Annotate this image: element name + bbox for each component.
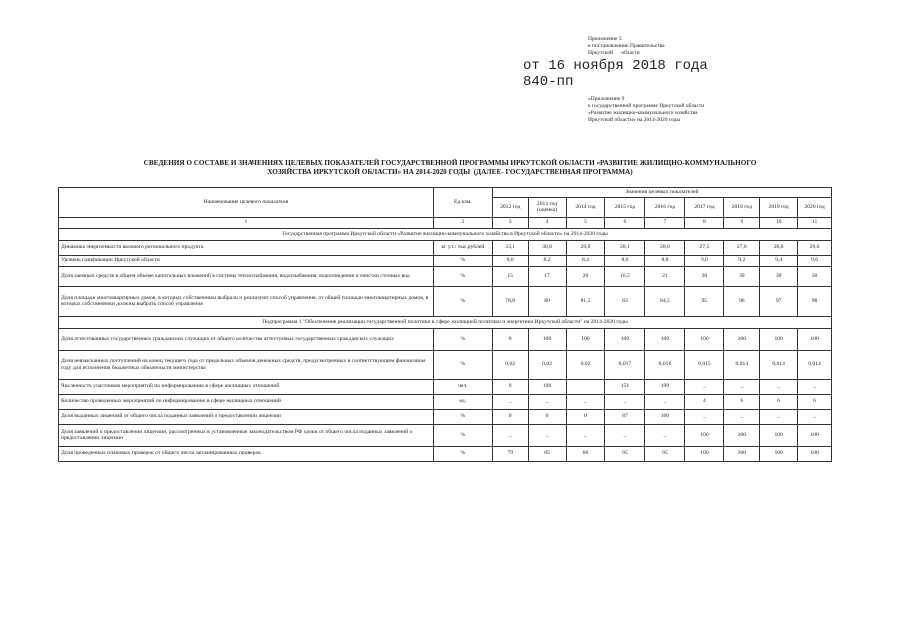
- column-index-cell: 3: [492, 217, 528, 228]
- indicator-value: _: [724, 409, 760, 424]
- section-row: [59, 228, 832, 240]
- indicator-value: 0: [528, 409, 566, 424]
- col-header-year: 2014 год: [566, 197, 605, 217]
- indicator-name: Доля заемных средств в общем объеме капитальных вложений в системы теплоснабжения, водоснабжения, водоотведения и очистки сточных вод: [59, 266, 434, 286]
- indicator-name: Количество проведенных мероприятий по информированию в сфере жилищных отношений: [59, 394, 434, 409]
- indicator-value: 6: [798, 394, 832, 409]
- attachment-line: к постановлению Правительства: [588, 43, 665, 49]
- indicator-value: 0,017: [605, 350, 645, 379]
- indicator-value: 17: [528, 266, 566, 286]
- indicator-value: _: [724, 379, 760, 394]
- indicator-value: 0: [492, 328, 528, 350]
- indicator-unit: ед.: [433, 394, 492, 409]
- indicator-value: _: [685, 409, 724, 424]
- indicator-value: _: [566, 424, 605, 446]
- indicator-value: 100: [685, 446, 724, 461]
- indicator-value: _: [492, 394, 528, 409]
- indicator-name: Доля аттестованных государственных гражданских служащих от общего количества аттестуемых государственных гражданских служащих: [59, 328, 434, 350]
- indicator-value: 190: [528, 379, 566, 394]
- indicator-value: 29,0: [566, 240, 605, 255]
- column-index-cell: 1: [59, 217, 434, 228]
- table-row: [59, 424, 832, 446]
- section-title: Подпрограмма 1 "Обеспечение реализации государственной политики в сфере жилищной политики и энергетики Иркутской области" на 2014-2020 годы: [59, 316, 832, 328]
- indicator-value: 100: [566, 328, 605, 350]
- indicator-value: 79: [492, 446, 528, 461]
- attachment9-line: Иркутской области» на 2014-2020 годы: [588, 117, 681, 123]
- indicator-value: 28,1: [605, 240, 645, 255]
- indicator-value: 0,02: [528, 350, 566, 379]
- indicator-unit: кг у.т./ тыс.рублей: [433, 240, 492, 255]
- indicator-value: 0: [566, 409, 605, 424]
- indicator-value: _: [605, 424, 645, 446]
- col-header-year: 2015 год: [605, 197, 645, 217]
- indicator-value: 100: [724, 328, 760, 350]
- indicator-value: 4: [685, 394, 724, 409]
- section-title: Государственная программа Иркутской области «Развитие жилищно-коммунального хозяйства в Иркутской области» на 2014-2020 годы: [59, 228, 832, 240]
- column-index-cell: 11: [798, 217, 832, 228]
- indicator-value: 9,0: [685, 255, 724, 266]
- col-header-year: 2019 год: [760, 197, 798, 217]
- indicator-value: 6: [724, 394, 760, 409]
- indicator-value: 100: [724, 446, 760, 461]
- indicator-name: Доля заявлений о предоставлении лицензии, рассмотренных в установленные законодательством РФ сроки от общего числа поданных заявлений о предоставлении лицензии: [59, 424, 434, 446]
- indicator-value: 30: [724, 266, 760, 286]
- indicator-value: 9,6: [798, 255, 832, 266]
- attachment9-line: к государственной программе Иркутской области: [588, 103, 705, 109]
- indicator-value: 81,5: [566, 286, 605, 316]
- column-index-cell: 4: [528, 217, 566, 228]
- section-row: [59, 316, 832, 328]
- indicator-value: _: [798, 409, 832, 424]
- indicator-value: 8,0: [492, 255, 528, 266]
- indicator-value: 0,016: [645, 350, 685, 379]
- col-header-year: 2016 год: [645, 197, 685, 217]
- indicator-value: 0,014: [798, 350, 832, 379]
- indicator-unit: %: [433, 266, 492, 286]
- col-header-year: 2020 год: [798, 197, 832, 217]
- indicator-unit: %: [433, 328, 492, 350]
- table-row: [59, 394, 832, 409]
- indicator-value: 100: [798, 328, 832, 350]
- col-header-name: Наименование целевого показателя: [59, 188, 434, 218]
- indicator-value: 96: [724, 286, 760, 316]
- indicator-value: 100: [760, 424, 798, 446]
- indicator-name: Численность участников мероприятий по информированию в сфере жилищных отношений: [59, 379, 434, 394]
- indicator-value: 33,1: [492, 240, 528, 255]
- col-header-unit: Ед.изм.: [433, 188, 492, 218]
- decree-number: 840-пп: [523, 74, 574, 90]
- indicator-value: _: [566, 394, 605, 409]
- indicator-value: 9,4: [760, 255, 798, 266]
- indicator-value: _: [528, 394, 566, 409]
- indicator-value: 0,014: [760, 350, 798, 379]
- table-row: [59, 328, 832, 350]
- table-row: [59, 240, 832, 255]
- indicator-value: 21: [645, 266, 685, 286]
- indicator-value: 100: [685, 424, 724, 446]
- indicator-value: 27,0: [724, 240, 760, 255]
- indicator-value: 100: [798, 424, 832, 446]
- table-row: [59, 286, 832, 316]
- indicator-name: Динамика энергоемкости валового регионального продукта: [59, 240, 434, 255]
- column-index-cell: 5: [566, 217, 605, 228]
- indicator-value: 30,8: [528, 240, 566, 255]
- title-line-2: ХОЗЯЙСТВА ИРКУТСКОЙ ОБЛАСТИ» НА 2014-2020 ГОДЫ (ДАЛЕЕ- ГОСУДАРСТВЕННАЯ ПРОГРАММА): [267, 168, 633, 176]
- column-index-cell: 10: [760, 217, 798, 228]
- indicator-unit: %: [433, 255, 492, 266]
- indicator-value: 100: [798, 446, 832, 461]
- indicator-value: _: [645, 424, 685, 446]
- indicator-value: [566, 379, 605, 394]
- indicator-value: 9,2: [724, 255, 760, 266]
- indicator-value: 20: [566, 266, 605, 286]
- indicator-value: 0,015: [685, 350, 724, 379]
- column-index-cell: 2: [433, 217, 492, 228]
- indicator-unit: %: [433, 446, 492, 461]
- indicator-value: 0: [492, 379, 528, 394]
- indicator-value: 0,02: [492, 350, 528, 379]
- col-header-year: 2012 год: [492, 197, 528, 217]
- indicators-table: [58, 187, 832, 462]
- indicator-unit: %: [433, 286, 492, 316]
- table-row: [59, 379, 832, 394]
- indicator-value: 100: [685, 328, 724, 350]
- column-index-cell: 7: [645, 217, 685, 228]
- document-title: [60, 159, 840, 177]
- table-row: [59, 350, 832, 379]
- column-index-cell: 8: [685, 217, 724, 228]
- table-row: [59, 266, 832, 286]
- indicator-value: 0,02: [566, 350, 605, 379]
- indicator-value: 80: [528, 286, 566, 316]
- indicator-unit: %: [433, 350, 492, 379]
- indicator-value: 151: [605, 379, 645, 394]
- indicator-value: 100: [760, 328, 798, 350]
- indicator-value: 8,2: [528, 255, 566, 266]
- table-row: [59, 446, 832, 461]
- attachment9-line: «Развитие жилищно-коммунального хозяйства: [588, 110, 698, 116]
- indicator-value: 87: [605, 409, 645, 424]
- attachment-9-block: [588, 96, 758, 124]
- indicator-value: 100: [605, 328, 645, 350]
- indicator-value: 16,5: [605, 266, 645, 286]
- indicator-value: 78,8: [492, 286, 528, 316]
- indicator-value: _: [528, 424, 566, 446]
- indicator-value: 27,5: [685, 240, 724, 255]
- indicator-value: 15: [492, 266, 528, 286]
- indicator-value: _: [760, 379, 798, 394]
- indicator-value: 8,4: [566, 255, 605, 266]
- indicator-value: 84,5: [645, 286, 685, 316]
- title-line-1: СВЕДЕНИЯ О СОСТАВЕ И ЗНАЧЕНИЯХ ЦЕЛЕВЫХ ПОКАЗАТЕЛЕЙ ГОСУДАРСТВЕННОЙ ПРОГРАММЫ ИРКУТСКОЙ ОБЛАСТИ «РАЗВИТИЕ ЖИЛИЩНО-КОММУНАЛЬНОГО: [143, 159, 757, 167]
- indicator-value: 97: [760, 286, 798, 316]
- indicator-value: 83: [605, 286, 645, 316]
- table-row: [59, 409, 832, 424]
- indicator-value: 66: [566, 446, 605, 461]
- column-index-cell: 6: [605, 217, 645, 228]
- indicator-value: 98: [798, 286, 832, 316]
- attachment9-line: «Приложение 9: [588, 96, 625, 102]
- decree-date: от 16 ноября 2018 года: [523, 58, 708, 74]
- indicator-value: 100: [645, 409, 685, 424]
- indicator-value: 30: [685, 266, 724, 286]
- indicator-value: _: [645, 394, 685, 409]
- indicator-value: _: [798, 379, 832, 394]
- attachment-line: Приложение 3: [588, 36, 622, 42]
- indicator-value: 8,6: [605, 255, 645, 266]
- indicator-value: 26,8: [760, 240, 798, 255]
- indicator-value: 30: [798, 266, 832, 286]
- col-header-year: 2018 год: [724, 197, 760, 217]
- indicator-value: _: [605, 394, 645, 409]
- indicator-value: 0,014: [724, 350, 760, 379]
- indicator-value: 95: [605, 446, 645, 461]
- indicator-name: Доля невзысканных поступлений на конец текущего года от предельных объемов денежных средств, предусмотренных в соответствующем финансовом году для исполнения бюджетных обязательств министерства: [59, 350, 434, 379]
- indicator-name: Доля выданных лицензий от общего числа поданных заявлений о предоставлении лицензии: [59, 409, 434, 424]
- indicator-unit: %: [433, 409, 492, 424]
- col-header-year: 2017 год: [685, 197, 724, 217]
- indicator-name: Доля площади многоквартирных домов, в которых собственники выбрали и реализуют способ управления, от общей площади многоквартирных домов, в которых собственники должны выбрать способ управления: [59, 286, 434, 316]
- col-header-year: 2013 год (оценка): [528, 197, 566, 217]
- column-index-cell: 9: [724, 217, 760, 228]
- indicator-value: 100: [645, 328, 685, 350]
- indicator-value: _: [685, 379, 724, 394]
- indicator-value: 28,0: [645, 240, 685, 255]
- indicator-value: 85: [528, 446, 566, 461]
- indicator-name: Уровень газификации Иркутской области: [59, 255, 434, 266]
- indicator-name: Доля проведенных плановых проверок от общего числа запланированных проверок: [59, 446, 434, 461]
- attachment-line: Иркутской области: [588, 50, 640, 56]
- indicator-value: _: [492, 424, 528, 446]
- indicator-value: 95: [685, 286, 724, 316]
- indicator-value: 0: [492, 409, 528, 424]
- table-row: [59, 255, 832, 266]
- indicator-value: 190: [645, 379, 685, 394]
- indicator-value: 100: [724, 424, 760, 446]
- indicator-value: 26,6: [798, 240, 832, 255]
- attachment-3-block: [588, 36, 738, 57]
- indicator-value: 100: [760, 446, 798, 461]
- indicator-value: 30: [760, 266, 798, 286]
- col-header-values-group: Значения целевых показателей: [492, 188, 831, 198]
- indicator-unit: чел.: [433, 379, 492, 394]
- indicator-value: 100: [528, 328, 566, 350]
- indicator-unit: %: [433, 424, 492, 446]
- indicator-value: 6: [760, 394, 798, 409]
- indicator-value: 8,8: [645, 255, 685, 266]
- indicator-value: _: [760, 409, 798, 424]
- indicator-value: 95: [645, 446, 685, 461]
- decree-stamp: [523, 58, 708, 90]
